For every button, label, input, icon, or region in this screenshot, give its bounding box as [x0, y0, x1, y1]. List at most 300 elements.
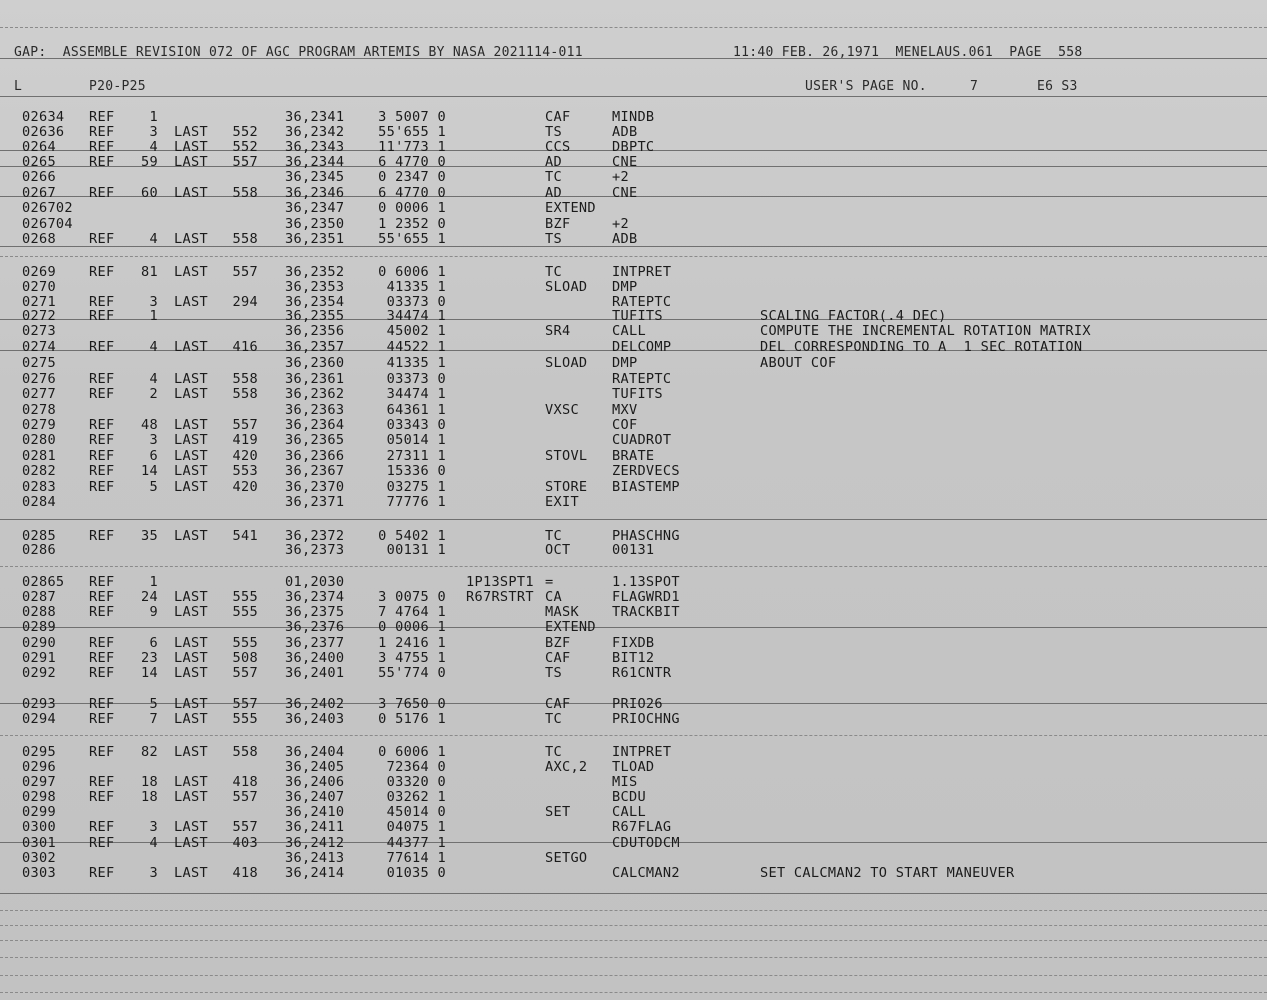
ref-count: 82 — [141, 744, 158, 760]
octal-word: 34474 1 — [386, 386, 446, 402]
last-tag: LAST — [174, 264, 208, 280]
line-number: 0281 — [22, 448, 56, 464]
operand: INTPRET — [612, 744, 672, 760]
listing-row — [0, 805, 1267, 820]
listing-row — [0, 403, 1267, 418]
octal-word: 1 2416 1 — [378, 635, 446, 651]
opcode: TS — [545, 231, 562, 247]
users-page-number: 7 — [970, 79, 979, 94]
line-number: 0294 — [22, 711, 56, 727]
ruling-line-faint — [0, 957, 1267, 958]
last-page: 558 — [232, 371, 258, 387]
line-number: 0266 — [22, 169, 56, 185]
line-number: 0273 — [22, 323, 56, 339]
ref-count: 3 — [149, 865, 158, 881]
ruling-line — [0, 893, 1267, 894]
octal-word: 55'774 0 — [378, 665, 446, 681]
header-timestamp: 11:40 FEB. 26,1971 MENELAUS.061 PAGE 558 — [733, 45, 1083, 60]
operand: TUFITS — [612, 308, 663, 324]
last-page: 558 — [232, 185, 258, 201]
ref-count: 4 — [149, 339, 158, 355]
bank-address: 36,2406 — [285, 774, 345, 790]
ref-tag: REF — [89, 432, 115, 448]
line-number: 0279 — [22, 417, 56, 433]
bank-address: 36,2355 — [285, 308, 345, 324]
operand: BIASTEMP — [612, 479, 680, 495]
line-number: 0264 — [22, 139, 56, 155]
listing-row — [0, 356, 1267, 371]
octal-word: 0 0006 1 — [378, 200, 446, 216]
ref-tag: REF — [89, 865, 115, 881]
ref-tag: REF — [89, 124, 115, 140]
last-page: 553 — [232, 463, 258, 479]
last-page: 557 — [232, 665, 258, 681]
operand: MIS — [612, 774, 638, 790]
ref-tag: REF — [89, 696, 115, 712]
comment: ABOUT COF — [760, 355, 837, 371]
opcode: STORE — [545, 479, 588, 495]
octal-word: 55'655 1 — [378, 231, 446, 247]
ref-count: 48 — [141, 417, 158, 433]
operand: ADB — [612, 124, 638, 140]
last-tag: LAST — [174, 154, 208, 170]
ref-tag: REF — [89, 339, 115, 355]
operand: TLOAD — [612, 759, 655, 775]
octal-word: 64361 1 — [386, 402, 446, 418]
last-tag: LAST — [174, 865, 208, 881]
last-page: 419 — [232, 432, 258, 448]
ref-tag: REF — [89, 650, 115, 666]
last-page: 557 — [232, 264, 258, 280]
bank-address: 36,2400 — [285, 650, 345, 666]
operand: RATEPTC — [612, 371, 672, 387]
listing-row — [0, 790, 1267, 805]
octal-word: 77614 1 — [386, 850, 446, 866]
listing-row — [0, 820, 1267, 835]
ref-count: 4 — [149, 139, 158, 155]
opcode: CCS — [545, 139, 571, 155]
listing-row — [0, 543, 1267, 558]
ref-count: 5 — [149, 696, 158, 712]
octal-word: 3 4755 1 — [378, 650, 446, 666]
octal-word: 6 4770 0 — [378, 185, 446, 201]
last-page: 558 — [232, 744, 258, 760]
octal-word: 01035 0 — [386, 865, 446, 881]
listing-row — [0, 418, 1267, 433]
octal-word: 0 6006 1 — [378, 264, 446, 280]
bank-address: 36,2374 — [285, 589, 345, 605]
last-page: 557 — [232, 819, 258, 835]
ref-count: 1 — [149, 308, 158, 324]
last-page: 420 — [232, 479, 258, 495]
octal-word: 7 4764 1 — [378, 604, 446, 620]
opcode: TC — [545, 744, 562, 760]
opcode: AD — [545, 185, 562, 201]
ref-count: 24 — [141, 589, 158, 605]
octal-word: 1 2352 0 — [378, 216, 446, 232]
octal-word: 05014 1 — [386, 432, 446, 448]
bank-address: 36,2366 — [285, 448, 345, 464]
ref-count: 7 — [149, 711, 158, 727]
octal-word: 44522 1 — [386, 339, 446, 355]
ref-count: 59 — [141, 154, 158, 170]
page-code: E6 S3 — [1037, 79, 1078, 94]
opcode: TC — [545, 711, 562, 727]
last-tag: LAST — [174, 819, 208, 835]
users-page-label: USER'S PAGE NO. — [805, 79, 927, 94]
operand: CDUTODCM — [612, 835, 680, 851]
comment: DEL CORRESPONDING TO A 1 SEC ROTATION — [760, 339, 1083, 355]
listing-row — [0, 464, 1267, 479]
operand: +2 — [612, 169, 629, 185]
bank-address: 36,2364 — [285, 417, 345, 433]
listing-row — [0, 340, 1267, 355]
ruling-line — [0, 519, 1267, 520]
listing-row — [0, 217, 1267, 232]
bank-address: 36,2344 — [285, 154, 345, 170]
operand: PRIOCHNG — [612, 711, 680, 727]
bank-address: 36,2372 — [285, 528, 345, 544]
line-number: 0277 — [22, 386, 56, 402]
ref-count: 4 — [149, 835, 158, 851]
last-tag: LAST — [174, 696, 208, 712]
operand: TUFITS — [612, 386, 663, 402]
ref-count: 35 — [141, 528, 158, 544]
octal-word: 0 5402 1 — [378, 528, 446, 544]
last-tag: LAST — [174, 604, 208, 620]
listing-row — [0, 636, 1267, 651]
octal-word: 03373 0 — [386, 371, 446, 387]
bank-address: 36,2373 — [285, 542, 345, 558]
ref-tag: REF — [89, 386, 115, 402]
bank-address: 36,2414 — [285, 865, 345, 881]
bank-address: 36,2371 — [285, 494, 345, 510]
octal-word: 34474 1 — [386, 308, 446, 324]
operand: CNE — [612, 185, 638, 201]
last-tag: LAST — [174, 711, 208, 727]
octal-word: 0 0006 1 — [378, 619, 446, 635]
line-number: 0268 — [22, 231, 56, 247]
operand: +2 — [612, 216, 629, 232]
listing-row — [0, 620, 1267, 635]
operand: RATEPTC — [612, 294, 672, 310]
ref-tag: REF — [89, 819, 115, 835]
opcode: EXIT — [545, 494, 579, 510]
operand: DELCOMP — [612, 339, 672, 355]
line-number: 02634 — [22, 109, 65, 125]
last-page: 555 — [232, 589, 258, 605]
ref-tag: REF — [89, 139, 115, 155]
operand: FIXDB — [612, 635, 655, 651]
ref-count: 3 — [149, 819, 158, 835]
ruling-line-faint — [0, 992, 1267, 993]
ref-tag: REF — [89, 448, 115, 464]
last-page: 541 — [232, 528, 258, 544]
line-number: 0283 — [22, 479, 56, 495]
bank-address: 36,2403 — [285, 711, 345, 727]
bank-address: 36,2363 — [285, 402, 345, 418]
listing-row — [0, 372, 1267, 387]
operand: MINDB — [612, 109, 655, 125]
opcode: SR4 — [545, 323, 571, 339]
opcode: AD — [545, 154, 562, 170]
operand: DMP — [612, 279, 638, 295]
operand: R61CNTR — [612, 665, 672, 681]
listing-row — [0, 575, 1267, 590]
bank-address: 36,2401 — [285, 665, 345, 681]
bank-address: 36,2362 — [285, 386, 345, 402]
listing-row — [0, 605, 1267, 620]
ref-tag: REF — [89, 371, 115, 387]
ruling-line-faint — [0, 925, 1267, 926]
line-number: 0267 — [22, 185, 56, 201]
bank-address: 36,2376 — [285, 619, 345, 635]
last-page: 558 — [232, 231, 258, 247]
listing-row — [0, 651, 1267, 666]
octal-word: 6 4770 0 — [378, 154, 446, 170]
opcode: MASK — [545, 604, 579, 620]
octal-word: 3 0075 0 — [378, 589, 446, 605]
bank-address: 36,2412 — [285, 835, 345, 851]
listing-row — [0, 775, 1267, 790]
ref-tag: REF — [89, 835, 115, 851]
operand: DMP — [612, 355, 638, 371]
header-marker: L — [14, 79, 23, 94]
listing-row — [0, 590, 1267, 605]
line-number: 026702 — [22, 200, 73, 216]
line-number: 0289 — [22, 619, 56, 635]
octal-word: 41335 1 — [386, 279, 446, 295]
line-number: 0269 — [22, 264, 56, 280]
bank-address: 36,2352 — [285, 264, 345, 280]
octal-word: 0 5176 1 — [378, 711, 446, 727]
listing-row — [0, 186, 1267, 201]
opcode: TS — [545, 665, 562, 681]
operand: 00131 — [612, 542, 655, 558]
opcode: SLOAD — [545, 279, 588, 295]
bank-address: 36,2410 — [285, 804, 345, 820]
listing-row — [0, 712, 1267, 727]
listing-row — [0, 480, 1267, 495]
last-page: 294 — [232, 294, 258, 310]
last-page: 558 — [232, 386, 258, 402]
opcode: TC — [545, 169, 562, 185]
ref-tag: REF — [89, 635, 115, 651]
operand: INTPRET — [612, 264, 672, 280]
octal-word: 11'773 1 — [378, 139, 446, 155]
listing-row — [0, 760, 1267, 775]
ref-tag: REF — [89, 711, 115, 727]
line-number: 0274 — [22, 339, 56, 355]
line-number: 026704 — [22, 216, 73, 232]
listing-row — [0, 697, 1267, 712]
operand: TRACKBIT — [612, 604, 680, 620]
bank-address: 01,2030 — [285, 574, 345, 590]
listing-row — [0, 387, 1267, 402]
line-number: 0286 — [22, 542, 56, 558]
last-tag: LAST — [174, 139, 208, 155]
octal-word: 27311 1 — [386, 448, 446, 464]
comment: COMPUTE THE INCREMENTAL ROTATION MATRIX — [760, 323, 1091, 339]
operand: DBPTC — [612, 139, 655, 155]
bank-address: 36,2361 — [285, 371, 345, 387]
bank-address: 36,2377 — [285, 635, 345, 651]
operand: FLAGWRD1 — [612, 589, 680, 605]
last-tag: LAST — [174, 835, 208, 851]
last-tag: LAST — [174, 589, 208, 605]
last-page: 557 — [232, 696, 258, 712]
opcode: AXC,2 — [545, 759, 588, 775]
bank-address: 36,2342 — [285, 124, 345, 140]
octal-word: 72364 0 — [386, 759, 446, 775]
bank-address: 36,2407 — [285, 789, 345, 805]
last-page: 555 — [232, 604, 258, 620]
listing-row — [0, 433, 1267, 448]
ref-count: 2 — [149, 386, 158, 402]
listing-row — [0, 280, 1267, 295]
line-number: 0297 — [22, 774, 56, 790]
ref-tag: REF — [89, 463, 115, 479]
opcode: CAF — [545, 650, 571, 666]
octal-word: 03373 0 — [386, 294, 446, 310]
bank-address: 36,2347 — [285, 200, 345, 216]
last-tag: LAST — [174, 185, 208, 201]
octal-word: 45014 0 — [386, 804, 446, 820]
octal-word: 3 7650 0 — [378, 696, 446, 712]
ruling-line-faint — [0, 566, 1267, 567]
last-tag: LAST — [174, 528, 208, 544]
last-tag: LAST — [174, 124, 208, 140]
ref-tag: REF — [89, 479, 115, 495]
last-page: 557 — [232, 789, 258, 805]
operand: BCDU — [612, 789, 646, 805]
bank-address: 36,2367 — [285, 463, 345, 479]
ref-count: 4 — [149, 371, 158, 387]
last-page: 420 — [232, 448, 258, 464]
bank-address: 36,2354 — [285, 294, 345, 310]
last-tag: LAST — [174, 371, 208, 387]
listing-row — [0, 745, 1267, 760]
bank-address: 36,2402 — [285, 696, 345, 712]
listing-row — [0, 495, 1267, 510]
ref-count: 5 — [149, 479, 158, 495]
ruling-line-faint — [0, 975, 1267, 976]
ref-count: 3 — [149, 294, 158, 310]
opcode: SLOAD — [545, 355, 588, 371]
ref-tag: REF — [89, 589, 115, 605]
opcode: EXTEND — [545, 200, 596, 216]
operand: PRIO26 — [612, 696, 663, 712]
ref-tag: REF — [89, 665, 115, 681]
operand: CUADROT — [612, 432, 672, 448]
ref-count: 60 — [141, 185, 158, 201]
ref-tag: REF — [89, 231, 115, 247]
line-number: 0299 — [22, 804, 56, 820]
section-name: P20-P25 — [89, 79, 146, 94]
ref-count: 1 — [149, 574, 158, 590]
octal-word: 15336 0 — [386, 463, 446, 479]
bank-address: 36,2351 — [285, 231, 345, 247]
ref-tag: REF — [89, 417, 115, 433]
octal-word: 41335 1 — [386, 355, 446, 371]
last-page: 508 — [232, 650, 258, 666]
bank-address: 36,2346 — [285, 185, 345, 201]
listing-row — [0, 110, 1267, 125]
listing-row — [0, 866, 1267, 881]
listing-row — [0, 324, 1267, 339]
ref-count: 4 — [149, 231, 158, 247]
last-page: 555 — [232, 711, 258, 727]
ref-count: 18 — [141, 789, 158, 805]
line-number: 0301 — [22, 835, 56, 851]
opcode: STOVL — [545, 448, 588, 464]
opcode: VXSC — [545, 402, 579, 418]
line-number: 0271 — [22, 294, 56, 310]
ref-tag: REF — [89, 744, 115, 760]
bank-address: 36,2411 — [285, 819, 345, 835]
line-number: 0288 — [22, 604, 56, 620]
line-number: 0282 — [22, 463, 56, 479]
line-number: 0276 — [22, 371, 56, 387]
last-tag: LAST — [174, 479, 208, 495]
line-number: 0296 — [22, 759, 56, 775]
last-page: 552 — [232, 139, 258, 155]
ref-tag: REF — [89, 264, 115, 280]
octal-word: 03275 1 — [386, 479, 446, 495]
line-number: 02865 — [22, 574, 65, 590]
last-tag: LAST — [174, 744, 208, 760]
ref-tag: REF — [89, 528, 115, 544]
operand: PHASCHNG — [612, 528, 680, 544]
listing-row — [0, 449, 1267, 464]
line-number: 0265 — [22, 154, 56, 170]
last-tag: LAST — [174, 339, 208, 355]
last-page: 416 — [232, 339, 258, 355]
ref-count: 9 — [149, 604, 158, 620]
bank-address: 36,2345 — [285, 169, 345, 185]
ref-tag: REF — [89, 574, 115, 590]
ref-count: 14 — [141, 463, 158, 479]
operand: CNE — [612, 154, 638, 170]
last-tag: LAST — [174, 650, 208, 666]
last-page: 418 — [232, 865, 258, 881]
opcode: BZF — [545, 635, 571, 651]
bank-address: 36,2356 — [285, 323, 345, 339]
last-page: 552 — [232, 124, 258, 140]
bank-address: 36,2404 — [285, 744, 345, 760]
listing-row — [0, 170, 1267, 185]
line-number: 0280 — [22, 432, 56, 448]
octal-word: 0 6006 1 — [378, 744, 446, 760]
octal-word: 45002 1 — [386, 323, 446, 339]
last-page: 418 — [232, 774, 258, 790]
ref-count: 3 — [149, 432, 158, 448]
bank-address: 36,2405 — [285, 759, 345, 775]
ruling-line-faint — [0, 27, 1267, 28]
line-number: 0275 — [22, 355, 56, 371]
listing-row — [0, 666, 1267, 681]
last-tag: LAST — [174, 417, 208, 433]
bank-address: 36,2365 — [285, 432, 345, 448]
header-title: GAP: ASSEMBLE REVISION 072 OF AGC PROGRAM ARTEMIS BY NASA 2021114-011 — [14, 45, 583, 60]
line-number: 0284 — [22, 494, 56, 510]
ref-tag: REF — [89, 774, 115, 790]
operand: MXV — [612, 402, 638, 418]
ruling-line — [0, 96, 1267, 97]
opcode: TC — [545, 264, 562, 280]
last-tag: LAST — [174, 448, 208, 464]
line-number: 0300 — [22, 819, 56, 835]
